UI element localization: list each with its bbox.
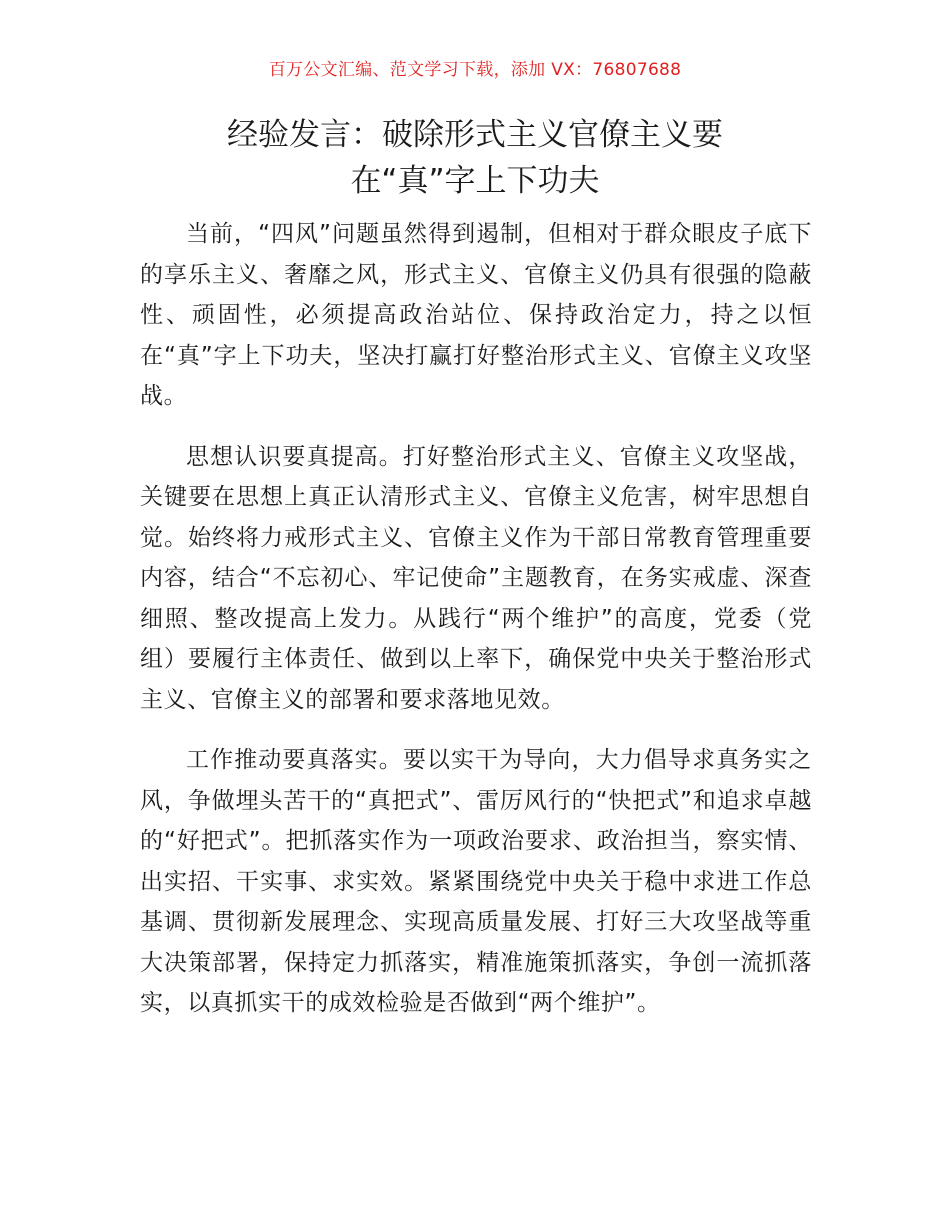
- header-banner: 百万公文汇编、范文学习下载，添加 VX：76807688: [268, 60, 682, 80]
- title-line-1: 经验发言：破除形式主义官僚主义要: [227, 117, 723, 153]
- paragraph-thinking: 思想认识要真提高。打好整治形式主义、官僚主义攻坚战，关键要在思想上真正认清形式主义、官僚主义危害，树牢思想自觉。始终将力戒形式主义、官僚主义作为干部日常教育管理重要内容，结合“不忘初心、牢记使命”主题教育，在务实戒虚、深查细照、整改提高上发力。从践行“两个维护”的高度，党委（党组）要履行主体责任、做到以上率下，确保党中央关于整治形式主义、官僚主义的部署和要求落地见效。: [140, 443, 812, 713]
- title-line-2: 在“真”字上下功夫: [350, 163, 600, 199]
- paragraph-intro: 当前，“四风”问题虽然得到遏制，但相对于群众眼皮子底下的享乐主义、奢靡之风，形式主义、官僚主义仍具有很强的隐蔽性、顽固性，必须提高政治站位、保持政治定力，持之以恒在“真”字上下功夫，坚决打赢打好整治形式主义、官僚主义攻坚战。: [140, 221, 812, 409]
- page-title: [0, 112, 950, 204]
- document-body: [140, 214, 812, 1044]
- paragraph-work: 工作推动要真落实。要以实干为导向，大力倡导求真务实之风，争做埋头苦干的“真把式”、雷厉风行的“快把式”和追求卓越的“好把式”。把抓落实作为一项政治要求、政治担当，察实情、出实招、干实事、求实效。紧紧围绕党中央关于稳中求进工作总基调、贯彻新发展理念、实现高质量发展、打好三大攻坚战等重大决策部署，保持定力抓落实，精准施策抓落实，争创一流抓落实，以真抓实干的成效检验是否做到“两个维护”。: [140, 747, 812, 1016]
